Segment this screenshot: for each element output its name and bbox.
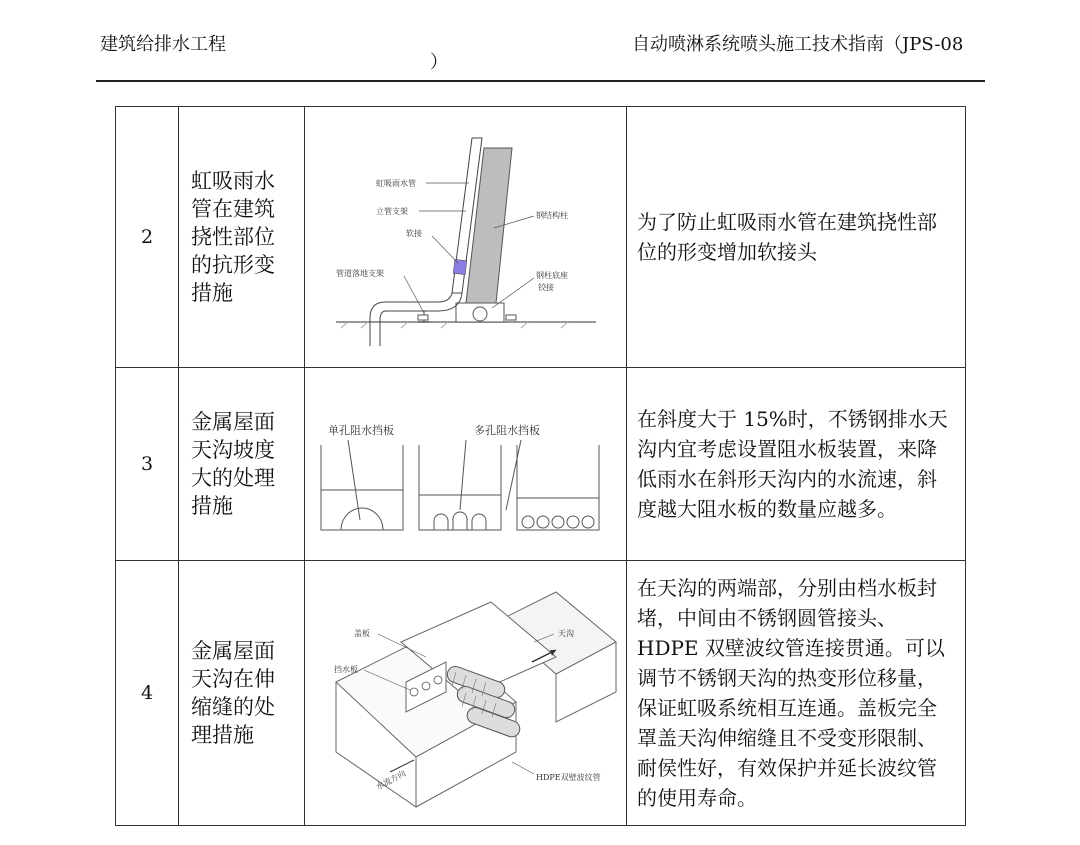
row-description xyxy=(627,368,966,561)
expansion-joint-diagram xyxy=(306,562,626,820)
label-siphon-pipe: 虹吸雨水管 xyxy=(375,178,416,188)
row-description-text: 在天沟的两端部，分别由档水板封堵，中间由不锈钢圆管接头、HDPE 双壁波纹管连接贯通。可以调节不锈钢天沟的热变形位移量，保证虹吸系统相互连通。盖板完全罩盖天沟伸缩缝且不受变形限制、耐侯性好，有效保护并延长波纹管的使用寿命。 xyxy=(637,576,945,810)
row-title xyxy=(179,368,305,561)
table-row xyxy=(116,561,966,826)
row-description-text: 为了防止虹吸雨水管在建筑挠性部位的形变增加软接头 xyxy=(637,210,937,264)
label-cover-plate: 盖板 xyxy=(353,629,370,638)
label-flow-direction: 水流方向 xyxy=(374,768,407,792)
row-number: 2 xyxy=(116,107,179,368)
header-closing-paren: ） xyxy=(430,52,448,73)
siphon-pipe-diagram xyxy=(306,108,626,363)
row-title-text: 虹吸雨水管在建筑挠性部位的抗形变措施 xyxy=(191,169,275,305)
label-floor-support: 管道落地支架 xyxy=(335,268,384,278)
header-left-title: 建筑给排水工程 xyxy=(100,34,226,55)
header-right-title: 自动喷淋系统喷头施工技术指南（JPS-08 xyxy=(632,34,964,55)
label-hdpe-pipe: HDPE双壁波纹管 xyxy=(535,773,601,782)
figure-cell xyxy=(305,561,627,826)
row-title-text: 金属屋面天沟在伸缩缝的处理措施 xyxy=(191,639,275,747)
figure-cell xyxy=(305,107,627,368)
label-riser-support: 立管支架 xyxy=(375,206,408,216)
header-rule xyxy=(96,80,985,82)
label-column-base: 钢柱底座 xyxy=(535,270,568,280)
row-number: 3 xyxy=(116,368,179,561)
label-multi-hole: 多孔阻水挡板 xyxy=(473,423,540,437)
row-description xyxy=(627,561,966,826)
row-title-text: 金属屋面天沟坡度大的处理措施 xyxy=(191,410,275,518)
label-steel-column: 钢结构柱 xyxy=(535,210,568,220)
row-description xyxy=(627,107,966,368)
label-hinge: 铰接 xyxy=(537,282,554,292)
gutter-baffle-diagram xyxy=(306,370,626,555)
label-gutter: 天沟 xyxy=(557,629,574,638)
label-baffle: 挡水板 xyxy=(333,665,358,674)
row-title xyxy=(179,561,305,826)
figure-cell xyxy=(305,368,627,561)
measures-table xyxy=(115,106,966,826)
row-number: 4 xyxy=(116,561,179,826)
label-soft-joint: 软接 xyxy=(405,228,422,238)
row-description-text: 在斜度大于 15%时，不锈钢排水天沟内宜考虑设置阻水板装置，来降低雨水在斜形天沟内的水流速，斜度越大阻水板的数量应越多。 xyxy=(637,407,948,521)
table-row xyxy=(116,368,966,561)
row-title xyxy=(179,107,305,368)
table-row xyxy=(116,107,966,368)
label-single-hole: 单孔阻水挡板 xyxy=(327,423,394,437)
